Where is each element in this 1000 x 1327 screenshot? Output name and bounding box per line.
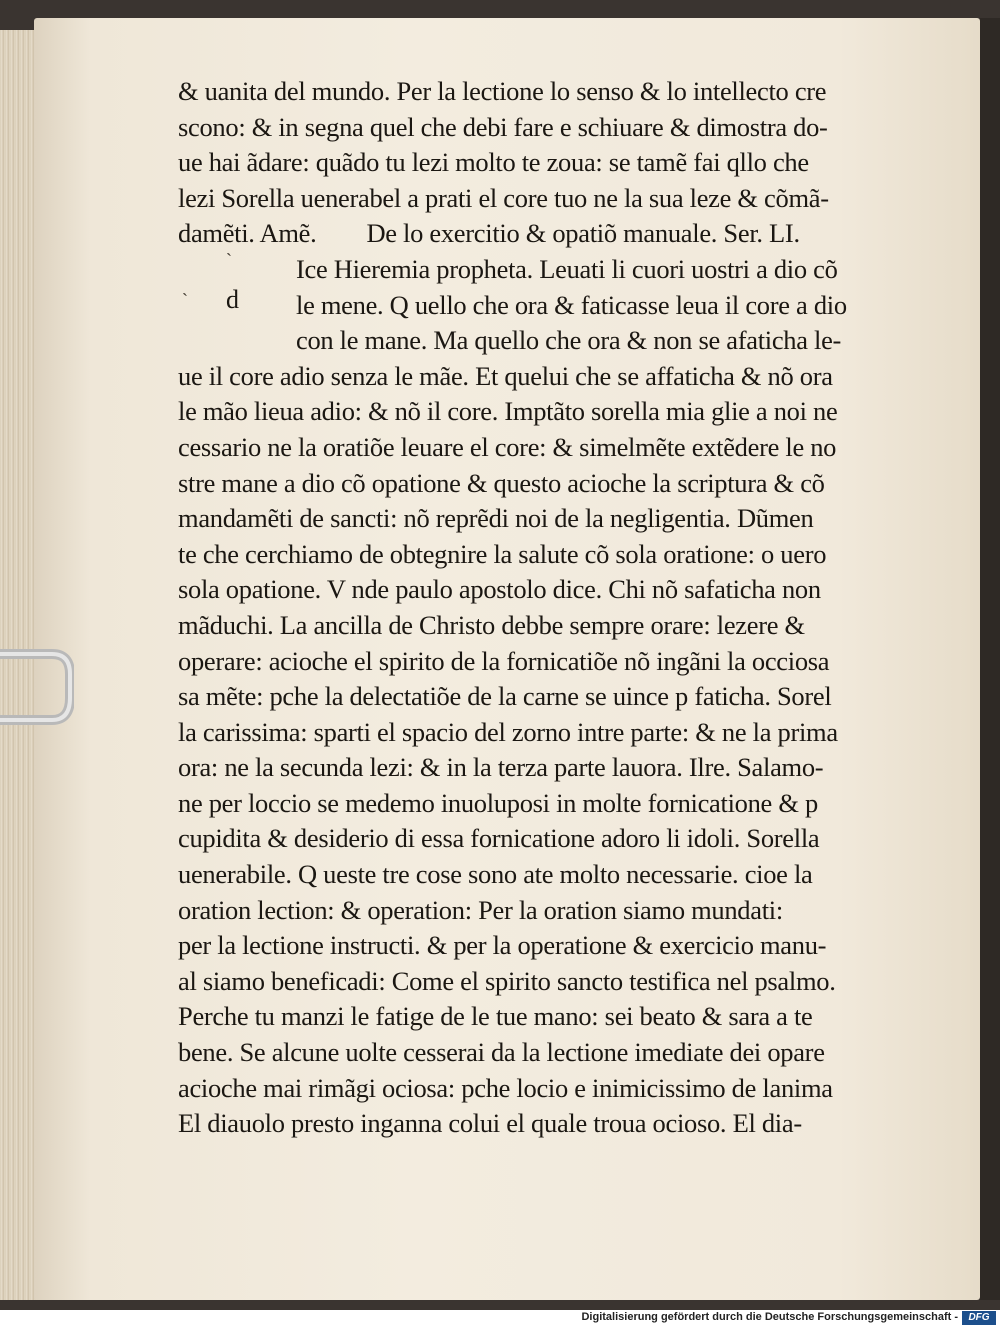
text-line: oration lection: & operation: Per la oration siamo mundati:	[178, 894, 783, 925]
text-line: Ice Hieremia propheta. Leuati li cuori uostri a dio cõ	[296, 253, 838, 284]
text-line: mãduchi. La ancilla de Christo debbe sempre orare: lezere &	[178, 609, 805, 640]
text-line: per la lectione instructi. & per la operatione & exercicio manu-	[178, 930, 827, 961]
text-line: stre mane a dio cõ opatione & questo acioche la scriptura & cõ	[178, 467, 825, 498]
text-line: con le mane. Ma quello che ora & non se afaticha le-	[296, 325, 842, 356]
dfg-logo: DFG	[962, 1311, 996, 1325]
text-line: la carissima: sparti el spacio del zorno intre parte: & ne la prima	[178, 716, 838, 747]
text-line: acioche mai rimãgi ociosa: pche locio e inimicissimo de lanima	[178, 1072, 833, 1103]
text-line: te che cerchiamo de obtegnire la salute cõ sola oratione: o uero	[178, 538, 827, 569]
marginal-mark: ˋ	[182, 290, 188, 310]
text-line: & uanita del mundo. Per la lectione lo senso & lo intellecto cre	[178, 76, 827, 106]
text-line: le mene. Q uello che ora & faticasse leua il core a dio	[296, 289, 847, 320]
text-line: ora: ne la secunda lezi: & in la terza parte lauora. Ilre. Salamo-	[178, 752, 824, 783]
text-line: operare: acioche el spirito de la fornicatiõe nõ ingãni la occiosa	[178, 645, 830, 676]
marginal-mark: ˋ	[226, 250, 232, 270]
text-line: ue il core adio senza le mãe. Et quelui che se affaticha & nõ ora	[178, 360, 833, 391]
text-line: al siamo beneficadi: Come el spirito sancto testifica nel psalmo.	[178, 965, 836, 996]
text-line: le mão lieua adio: & nõ il core. Imptãto sorella mia glie a noi ne	[178, 396, 838, 427]
text-line-with-heading	[178, 216, 918, 252]
text-line: ue hai ãdare: quãdo tu lezi molto te zoua: se tamẽ fai qllo che	[178, 147, 809, 178]
text-line: uenerabile. Q ueste tre cose sono ate molto necessarie. cioe la	[178, 859, 813, 890]
text-line: cessario ne la oratiõe leuare el core: & simelmẽte extẽdere le no	[178, 431, 837, 462]
text-line: sa mẽte: pche la delectatiõe de la carne se uince p faticha. Sorel	[178, 681, 832, 712]
text-line: damẽti. Amẽ.	[178, 218, 317, 249]
binding-shadow	[980, 18, 1000, 1300]
text-line: mandamẽti de sancti: nõ reprẽdi noi de la negligentia. Dũmen	[178, 503, 814, 534]
text-line: Perche tu manzi le fatige de le tue mano: sei beato & sara a te	[178, 1001, 813, 1032]
text-line: scono: & in segna quel che debi fare e schiuare & dimostra do-	[178, 111, 828, 142]
text-line: ne per loccio se medemo inuoluposi in molte fornicatione & p	[178, 787, 818, 818]
text-line: cupidita & desiderio di essa fornicatione adoro li idoli. Sorella	[178, 823, 820, 854]
text-line: bene. Se alcune uolte cesserai da la lectione imediate dei opare	[178, 1037, 825, 1068]
section-heading: De lo exercitio & opatiõ manuale. Ser. LI.	[366, 218, 800, 249]
text-line: El diauolo presto inganna colui el quale troua ocioso. El dia-	[178, 1108, 802, 1139]
funding-credit: Digitalisierung gefördert durch die Deutsche Forschungsgemeinschaft -	[581, 1311, 958, 1323]
paper-clip-icon	[0, 636, 74, 736]
footer-bar	[0, 1310, 1000, 1327]
initial-letter: d	[226, 285, 239, 314]
text-line: lezi Sorella uenerabel a prati el core tuo ne la sua leze & cõmã-	[178, 182, 829, 213]
text-line: sola opatione. V nde paulo apostolo dice. Chi nõ safaticha non	[178, 574, 821, 605]
body-text	[178, 74, 918, 1142]
